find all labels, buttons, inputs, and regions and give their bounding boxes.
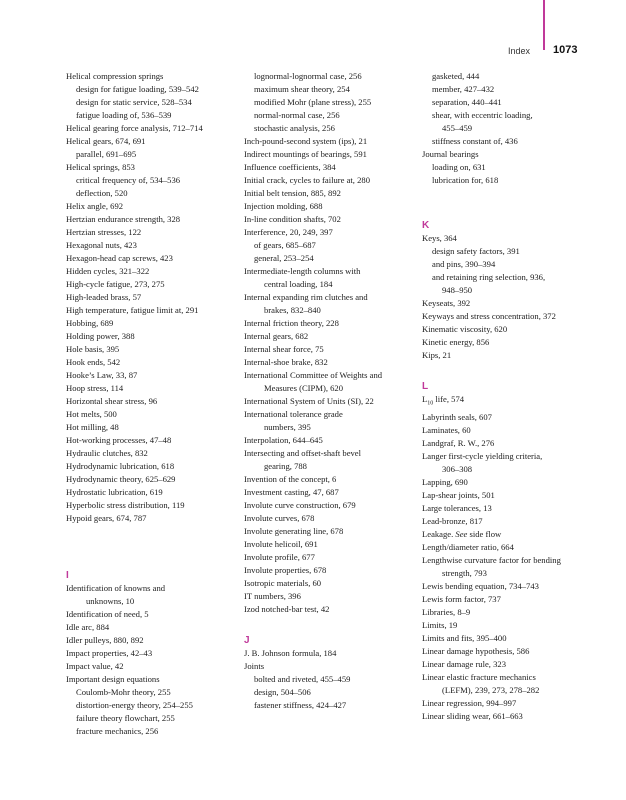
- index-entry: [422, 671, 597, 684]
- entry-text: 306–308: [442, 463, 473, 474]
- entry-text: Involute helicoil, 691: [244, 539, 318, 549]
- entry-text: Lead-bronze, 817: [422, 515, 483, 526]
- entry-text: modified Mohr (plane stress), 255: [254, 97, 372, 107]
- entry-text: High temperature, fatigue limit at, 291: [66, 305, 199, 315]
- entry-text: Kinetic energy, 856: [422, 337, 490, 347]
- entry-text: Linear regression, 994–997: [422, 697, 517, 708]
- entry-text: Inch-pound-second system (ips), 21: [244, 136, 368, 146]
- index-subentry: [244, 252, 416, 265]
- entry-text: Internal friction theory, 228: [244, 318, 339, 328]
- entry-text: Keyseats, 392: [422, 298, 471, 308]
- entry-text: Keyways and stress concentration, 372: [422, 311, 556, 321]
- index-entry: [66, 291, 238, 304]
- entry-text: central loading, 184: [264, 279, 333, 289]
- entry-text: strength, 793: [442, 567, 487, 578]
- entry-text: Joints: [244, 661, 265, 671]
- entry-text: High-leaded brass, 57: [66, 292, 142, 302]
- index-subentry: [422, 161, 597, 174]
- entry-text: critical frequency of, 534–536: [76, 175, 181, 185]
- index-subentry: [244, 122, 416, 135]
- entry-text: Hertzian endurance strength, 328: [66, 214, 181, 224]
- entry-text: Kips, 21: [422, 350, 452, 360]
- index-entry: [244, 512, 416, 525]
- index-subentry: [66, 96, 238, 109]
- entry-text: fracture mechanics, 256: [76, 726, 159, 736]
- index-entry: [244, 226, 416, 239]
- index-entry: [66, 356, 238, 369]
- entry-text: Hertzian stresses, 122: [66, 227, 142, 237]
- index-entry: [66, 408, 238, 421]
- entry-text: Leakage.: [422, 528, 456, 539]
- entry-text: Izod notched-bar test, 42: [244, 604, 330, 614]
- index-entry: [422, 528, 597, 541]
- index-entry: [66, 122, 238, 135]
- entry-text: 948–950: [442, 285, 473, 295]
- entry-text: loading on, 631: [432, 162, 486, 172]
- index-entry: [422, 515, 597, 528]
- entry-text: lognormal-lognormal case, 256: [254, 71, 362, 81]
- entry-text: Interference, 20, 249, 397: [244, 227, 333, 237]
- index-subentry: [422, 122, 597, 135]
- index-subentry: [66, 174, 238, 187]
- index-entry: [66, 330, 238, 343]
- section-gap: [422, 362, 597, 380]
- index-entry: [422, 336, 597, 349]
- index-entry: [66, 265, 238, 278]
- index-entry: [244, 447, 416, 460]
- index-entry: [66, 582, 238, 595]
- entry-text: 455–459: [442, 123, 473, 133]
- entry-see-reference: See: [455, 528, 468, 539]
- entry-text: Indirect mountings of bearings, 591: [244, 149, 367, 159]
- index-entry: [422, 502, 597, 515]
- index-entry: [422, 697, 597, 710]
- index-entry: [422, 437, 597, 450]
- index-subentry: [244, 304, 416, 317]
- index-column-3: [422, 70, 597, 723]
- index-subentry: [66, 109, 238, 122]
- index-entry: [66, 213, 238, 226]
- entry-text: Invention of the concept, 6: [244, 474, 337, 484]
- index-entry: [422, 323, 597, 336]
- index-column-2: [244, 70, 416, 712]
- index-subentry: [422, 109, 597, 122]
- entry-text: Impact properties, 42–43: [66, 648, 153, 658]
- entry-text: International tolerance grade: [244, 409, 343, 419]
- index-entry: [66, 634, 238, 647]
- index-entry: [66, 317, 238, 330]
- index-entry: [422, 148, 597, 161]
- entry-text: Horizontal shear stress, 96: [66, 396, 158, 406]
- entry-text: Involute curves, 678: [244, 513, 315, 523]
- index-subentry: [422, 463, 597, 476]
- entry-text: High-cycle fatigue, 273, 275: [66, 279, 165, 289]
- index-subentry: [422, 271, 597, 284]
- entry-text: stiffness constant of, 436: [432, 136, 518, 146]
- section-letter-heading: L: [422, 381, 429, 392]
- index-entry: [244, 317, 416, 330]
- index-subentry: [66, 187, 238, 200]
- index-subentry: [422, 567, 597, 580]
- index-subentry: [422, 70, 597, 83]
- entry-text: Isotropic materials, 60: [244, 578, 322, 588]
- index-entry: [66, 434, 238, 447]
- index-subentry: [66, 595, 238, 608]
- accent-bar: [543, 0, 545, 50]
- entry-text: In-line condition shafts, 702: [244, 214, 341, 224]
- index-subentry: [66, 725, 238, 738]
- index-entry: [66, 486, 238, 499]
- entry-text: maximum shear theory, 254: [254, 84, 350, 94]
- entry-text: Hydrodynamic theory, 625–629: [66, 474, 176, 484]
- index-subentry: [244, 699, 416, 712]
- entry-text: Helical compression springs: [66, 71, 164, 81]
- index-entry: [422, 645, 597, 658]
- entry-text: Linear sliding wear, 661–663: [422, 710, 523, 721]
- index-subentry: [244, 239, 416, 252]
- entry-text: Limits, 19: [422, 619, 458, 630]
- index-entry: [422, 349, 597, 362]
- entry-text: Involute generating line, 678: [244, 526, 344, 536]
- entry-text: Libraries, 8–9: [422, 606, 471, 617]
- entry-text: Hydraulic clutches, 832: [66, 448, 148, 458]
- entry-text: Labyrinth seals, 607: [422, 411, 492, 422]
- index-entry: [66, 499, 238, 512]
- entry-text: unknowns, 10: [86, 596, 135, 606]
- index-subentry: [66, 712, 238, 725]
- entry-text: Important design equations: [66, 674, 160, 684]
- entry-text: Intermediate-length columns with: [244, 266, 361, 276]
- entry-text: International System of Units (SI), 22: [244, 396, 374, 406]
- running-header-label: Index: [507, 46, 530, 56]
- entry-text: Involute properties, 678: [244, 565, 327, 575]
- entry-text: general, 253–254: [254, 253, 314, 263]
- section-gap: [244, 616, 416, 634]
- entry-text: Hoop stress, 114: [66, 383, 124, 393]
- index-subentry: [422, 174, 597, 187]
- index-entry: [422, 232, 597, 245]
- entry-text: Initial belt tension, 885, 892: [244, 188, 341, 198]
- index-entry: [244, 200, 416, 213]
- entry-text: Impact value, 42: [66, 661, 124, 671]
- index-entry: [66, 343, 238, 356]
- index-entry: [66, 460, 238, 473]
- entry-text: Identification of need, 5: [66, 609, 149, 619]
- index-entry: [244, 187, 416, 200]
- entry-text: Journal bearings: [422, 149, 479, 159]
- index-subentry: [422, 83, 597, 96]
- index-entry: [244, 551, 416, 564]
- index-subentry: [244, 278, 416, 291]
- entry-text: Intersecting and offset-shaft bevel: [244, 448, 362, 458]
- entry-text: Hidden cycles, 321–322: [66, 266, 150, 276]
- index-entry: [66, 252, 238, 265]
- entry-text: Helical gearing force analysis, 712–714: [66, 123, 203, 133]
- index-entry: [422, 310, 597, 323]
- entry-text: Hot milling, 48: [66, 422, 119, 432]
- entry-text: J. B. Johnson formula, 184: [244, 648, 337, 658]
- entry-text: failure theory flowchart, 255: [76, 713, 175, 723]
- section-letter-heading: K: [422, 220, 430, 231]
- entry-text: Helix angle, 692: [66, 201, 124, 211]
- entry-text: numbers, 395: [264, 422, 311, 432]
- index-entry: [422, 632, 597, 645]
- index-entry: [244, 577, 416, 590]
- entry-text: Hot-working processes, 47–48: [66, 435, 172, 445]
- entry-text: member, 427–432: [432, 84, 495, 94]
- index-entry: [422, 606, 597, 619]
- index-entry: [244, 265, 416, 278]
- page-number: 1073: [553, 44, 578, 56]
- index-entry: [244, 291, 416, 304]
- entry-text: Lewis form factor, 737: [422, 593, 501, 604]
- entry-text: Hyperbolic stress distribution, 119: [66, 500, 185, 510]
- index-entry: [66, 395, 238, 408]
- entry-text: shear, with eccentric loading,: [432, 110, 533, 120]
- entry-text: Internal gears, 682: [244, 331, 309, 341]
- entry-text: design for fatigue loading, 539–542: [76, 84, 199, 94]
- entry-text: lubrication for, 618: [432, 175, 499, 185]
- entry-text: Helical springs, 853: [66, 162, 135, 172]
- entry-text: gasketed, 444: [432, 71, 480, 81]
- entry-text: Interpolation, 644–645: [244, 435, 323, 445]
- section-gap: [422, 187, 597, 219]
- entry-text: Lapping, 690: [422, 476, 468, 487]
- entry-text: Length/diameter ratio, 664: [422, 541, 514, 552]
- index-entry: [66, 647, 238, 660]
- index-entry: [66, 673, 238, 686]
- index-subentry: [422, 684, 597, 697]
- index-entry: [244, 408, 416, 421]
- index-subentry: [244, 382, 416, 395]
- entry-text: Hexagon-head cap screws, 423: [66, 253, 173, 263]
- index-entry: [422, 489, 597, 502]
- index-entry: [422, 593, 597, 606]
- entry-text: normal-normal case, 256: [254, 110, 340, 120]
- index-subentry: [422, 284, 597, 297]
- entry-subscript: 10: [427, 400, 434, 407]
- entry-text: Helical gears, 674, 691: [66, 136, 146, 146]
- entry-text: Hooke’s Law, 33, 87: [66, 370, 138, 380]
- index-entry: [244, 647, 416, 660]
- entry-text: Lap-shear joints, 501: [422, 489, 495, 500]
- entry-text: gearing, 788: [264, 461, 307, 471]
- index-entry: [66, 200, 238, 213]
- index-entry: [244, 135, 416, 148]
- index-subentry: [244, 460, 416, 473]
- entry-text: bolted and riveted, 455–459: [254, 674, 351, 684]
- index-subentry: [244, 686, 416, 699]
- entry-text: fatigue loading of, 536–539: [76, 110, 172, 120]
- index-entry: [244, 538, 416, 551]
- index-subentry: [244, 673, 416, 686]
- index-entry: [244, 369, 416, 382]
- entry-text: (LEFM), 239, 273, 278–282: [442, 684, 540, 695]
- index-entry: [422, 393, 597, 411]
- entry-text: design, 504–506: [254, 687, 311, 697]
- index-entry: [422, 297, 597, 310]
- entry-text-rest: side flow: [467, 528, 502, 539]
- index-entry: [422, 541, 597, 554]
- entry-text: Hobbing, 689: [66, 318, 114, 328]
- index-subentry: [422, 135, 597, 148]
- entry-text: Hot melts, 500: [66, 409, 117, 419]
- entry-text: parallel, 691–695: [76, 149, 137, 159]
- index-entry: [66, 239, 238, 252]
- index-entry: [422, 658, 597, 671]
- index-entry: [244, 499, 416, 512]
- index-entry: [244, 473, 416, 486]
- index-entry: [244, 603, 416, 616]
- entry-text: Holding power, 388: [66, 331, 135, 341]
- index-entry: [66, 447, 238, 460]
- index-entry: [244, 343, 416, 356]
- index-subentry: [422, 96, 597, 109]
- index-entry: [66, 304, 238, 317]
- entry-text: design for static service, 528–534: [76, 97, 192, 107]
- entry-text: Involute curve construction, 679: [244, 500, 356, 510]
- index-subentry: [422, 258, 597, 271]
- index-entry: [66, 369, 238, 382]
- index-subentry: [422, 245, 597, 258]
- index-entry: [66, 382, 238, 395]
- entry-text: and pins, 390–394: [432, 259, 496, 269]
- index-entry: [244, 564, 416, 577]
- index-entry: [66, 278, 238, 291]
- index-entry: [66, 608, 238, 621]
- entry-text: deflection, 520: [76, 188, 128, 198]
- entry-text: Hydrodynamic lubrication, 618: [66, 461, 175, 471]
- entry-text: distortion-energy theory, 254–255: [76, 700, 193, 710]
- entry-text: Identification of knowns and: [66, 583, 166, 593]
- entry-text: fastener stiffness, 424–427: [254, 700, 347, 710]
- entry-text-rest: life, 574: [433, 394, 465, 404]
- entry-text: Langer first-cycle yielding criteria,: [422, 450, 543, 461]
- index-entry: [244, 590, 416, 603]
- index-entry: [422, 619, 597, 632]
- entry-text: Hydrostatic lubrication, 619: [66, 487, 163, 497]
- entry-text: Lengthwise curvature factor for bending: [422, 554, 561, 565]
- entry-text: Idle arc, 884: [66, 622, 110, 632]
- index-entry: [244, 330, 416, 343]
- entry-text: Internal-shoe brake, 832: [244, 357, 328, 367]
- index-entry: [422, 710, 597, 723]
- entry-text: Large tolerances, 13: [422, 502, 492, 513]
- entry-text: Idler pulleys, 880, 892: [66, 635, 144, 645]
- entry-text: Coulomb-Mohr theory, 255: [76, 687, 171, 697]
- entry-text: stochastic analysis, 256: [254, 123, 335, 133]
- entry-text: Investment casting, 47, 687: [244, 487, 339, 497]
- entry-text: Measures (CIPM), 620: [264, 383, 344, 393]
- index-subentry: [66, 148, 238, 161]
- index-subentry: [244, 109, 416, 122]
- entry-text: Internal expanding rim clutches and: [244, 292, 368, 302]
- index-entry: [422, 476, 597, 489]
- entry-text: brakes, 832–840: [264, 305, 321, 315]
- index-subentry: [66, 686, 238, 699]
- entry-text: of gears, 685–687: [254, 240, 316, 250]
- index-entry: [244, 660, 416, 673]
- index-entry: [66, 473, 238, 486]
- section-letter-heading: J: [244, 635, 250, 646]
- index-entry: [66, 226, 238, 239]
- index-entry: [244, 486, 416, 499]
- entry-text: Keys, 364: [422, 233, 457, 243]
- index-subentry: [244, 421, 416, 434]
- section-letter-heading: I: [66, 570, 69, 581]
- index-entry: [422, 580, 597, 593]
- index-entry: [66, 512, 238, 525]
- index-entry: [422, 450, 597, 463]
- entry-text: Internal shear force, 75: [244, 344, 324, 354]
- index-entry: [66, 70, 238, 83]
- entry-text: Initial crack, cycles to failure at, 280: [244, 175, 370, 185]
- index-subentry: [66, 699, 238, 712]
- index-entry: [422, 554, 597, 567]
- entry-text: Linear elastic fracture mechanics: [422, 671, 536, 682]
- entry-text: L: [422, 394, 428, 404]
- entry-text: and retaining ring selection, 936,: [432, 272, 546, 282]
- index-subentry: [244, 83, 416, 96]
- section-gap: [66, 525, 238, 569]
- index-subentry: [244, 96, 416, 109]
- entry-text: IT numbers, 396: [244, 591, 301, 601]
- entry-text: Linear damage rule, 323: [422, 658, 506, 669]
- entry-text: separation, 440–441: [432, 97, 502, 107]
- index-column-1: [66, 70, 238, 738]
- entry-text: Linear damage hypothesis, 586: [422, 645, 530, 656]
- index-entry: [244, 161, 416, 174]
- index-entry: [66, 621, 238, 634]
- index-entry: [244, 148, 416, 161]
- entry-text: Hypoid gears, 674, 787: [66, 513, 147, 523]
- index-entry: [66, 660, 238, 673]
- index-entry: [422, 424, 597, 437]
- entry-text: Lewis bending equation, 734–743: [422, 580, 539, 591]
- entry-text: Involute profile, 677: [244, 552, 315, 562]
- entry-text: Hexagonal nuts, 423: [66, 240, 137, 250]
- index-entry: [66, 135, 238, 148]
- index-entry: [244, 525, 416, 538]
- index-entry: [244, 213, 416, 226]
- index-entry: [244, 434, 416, 447]
- index-subentry: [66, 83, 238, 96]
- entry-text: Hole basis, 395: [66, 344, 120, 354]
- index-entry: [66, 161, 238, 174]
- entry-text: Injection molding, 688: [244, 201, 323, 211]
- entry-text: Hook ends, 542: [66, 357, 121, 367]
- index-entry: [66, 421, 238, 434]
- entry-text: design safety factors, 391: [432, 246, 520, 256]
- index-entry: [244, 395, 416, 408]
- entry-text: Influence coefficients, 384: [244, 162, 336, 172]
- entry-text: Limits and fits, 395–400: [422, 632, 507, 643]
- entry-text: Kinematic viscosity, 620: [422, 324, 508, 334]
- index-entry: [244, 356, 416, 369]
- index-subentry: [244, 70, 416, 83]
- index-entry: [244, 174, 416, 187]
- index-entry: [422, 411, 597, 424]
- entry-text: Landgraf, R. W., 276: [422, 437, 495, 448]
- entry-text: International Committee of Weights and: [244, 370, 383, 380]
- entry-text: Laminates, 60: [422, 424, 471, 435]
